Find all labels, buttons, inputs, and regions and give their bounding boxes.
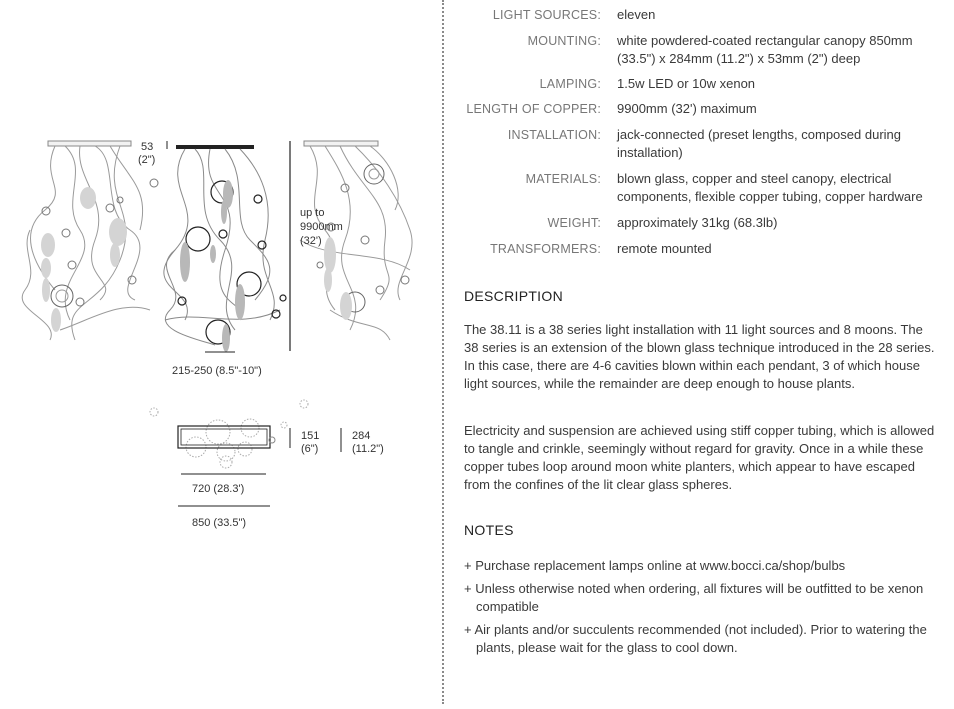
note-item-3: + Air plants and/or succulents recommended (not included). Prior to watering the plants, please wait for the glass to cool down. (464, 622, 927, 655)
note-item-2: + Unless otherwise noted when ordering, all fixtures will be outfitted to be xenon compatible (464, 581, 924, 614)
notes-heading: NOTES (464, 522, 514, 538)
light-installation-drawing (0, 0, 440, 704)
width-outer-label: 850 (33.5") (192, 517, 247, 529)
spec-label: LAMPING: (539, 77, 601, 91)
note-item-1: + Purchase replacement lamps online at www.bocci.ca/shop/bulbs (464, 558, 846, 573)
spec-value: blown glass, copper and steel canopy, electrical components, flexible copper tubing, copper hardware (617, 171, 923, 204)
spec-value: jack-connected (preset lengths, composed during installation) (617, 127, 901, 160)
description-paragraph-2: Electricity and suspension are achieved using stiff copper tubing, which is allowed to tangle and crinkle, seemingly without regard for gravity. Once in a while these copper tubes loop around moon white planters, which appear to have escaped from the confines of the lit clear glass spheres. (464, 423, 935, 492)
right-canopy (304, 141, 378, 146)
spec-value: eleven (617, 7, 656, 22)
spec-value: 1.5w LED or 10w xenon (617, 76, 756, 91)
canopy-depth-label: 53 (141, 141, 154, 153)
spec-label: MOUNTING: (527, 34, 601, 48)
product-diagram-panel (0, 0, 440, 704)
left-canopy (48, 141, 131, 146)
spec-label: INSTALLATION: (507, 128, 601, 142)
dotted-divider (442, 0, 444, 704)
spec-label: LIGHT SOURCES: (492, 8, 601, 22)
spec-label: TRANSFORMERS: (490, 242, 601, 256)
spec-label: WEIGHT: (547, 216, 601, 230)
spec-label: LENGTH OF COPPER: (466, 102, 601, 116)
spec-panel (464, 0, 944, 704)
width-inner-label: 720 (28.3') (192, 483, 245, 495)
copper-length-label-2: 9900mm (300, 221, 343, 233)
description-paragraph-1: The 38.11 is a 38 series light installation with 11 light sources and 8 moons. The 38 series is an extension of the blown glass technique introduced in the 28 series. In this case, there are 4-6 cavities blown within each pendant, 3 of which house light sources, while the remainder are deep enough to house plants. (464, 322, 935, 391)
inner-width-label: 151 (301, 430, 320, 442)
right-plants (324, 237, 352, 320)
depth-total-label: 284 (352, 430, 371, 442)
copper-length-label-3: (32') (300, 235, 322, 247)
description-heading: DESCRIPTION (464, 288, 563, 304)
center-canopy (176, 145, 254, 149)
center-fixture-group (164, 141, 286, 352)
canopy-depth-inches: (2") (138, 154, 156, 166)
depth-total-inches: (11.2") (352, 443, 384, 455)
spec-value: white powdered-coated rectangular canopy 850mm (33.5") x 284mm (11.2") x 53mm (2") deep (617, 33, 913, 66)
spec-value: approximately 31kg (68.3lb) (617, 215, 778, 230)
spec-value: 9900mm (32') maximum (617, 101, 757, 116)
pendant-width-label: 215-250 (8.5"-10") (172, 365, 262, 377)
inner-width-inches: (6") (301, 443, 319, 455)
spec-value: remote mounted (617, 241, 712, 256)
spec-label: MATERIALS: (525, 172, 601, 186)
copper-length-label-1: up to (300, 207, 325, 219)
